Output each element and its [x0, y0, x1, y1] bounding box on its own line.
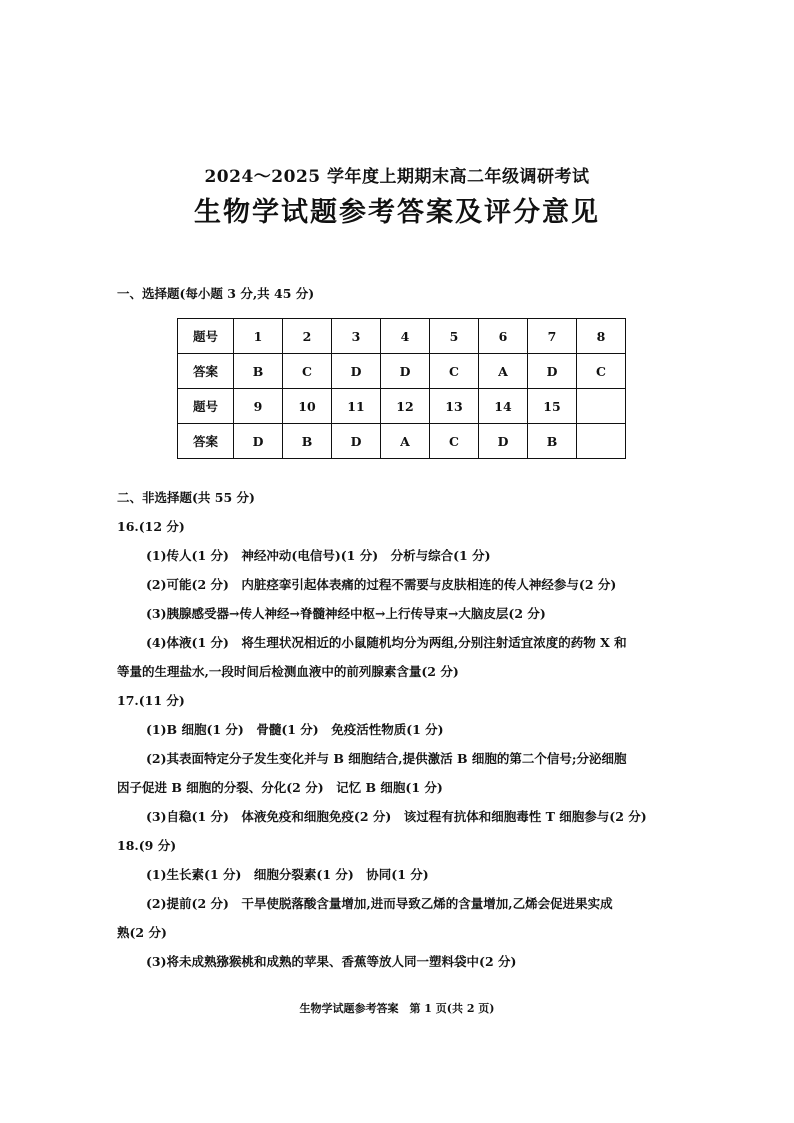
question-number: 3: [332, 319, 381, 354]
page-footer: 生物学试题参考答案 第 1 页(共 2 页): [299, 1002, 495, 1015]
table-row: [178, 424, 626, 459]
answer-cell: D: [528, 354, 577, 389]
q16-answer-1: (1)传人(1 分) 神经冲动(电信号)(1 分) 分析与综合(1 分): [146, 548, 491, 563]
answer-cell: B: [234, 354, 283, 389]
q17-answer-1: (1)B 细胞(1 分) 骨髓(1 分) 免疫活性物质(1 分): [146, 722, 444, 737]
answer-cell: B: [283, 424, 332, 459]
question-number: [577, 389, 626, 424]
question-number: 14: [479, 389, 528, 424]
q16-answer-3: (3)胰腺感受器→传人神经→脊髓神经中枢→上行传导束→大脑皮层(2 分): [146, 606, 546, 621]
row-label-number: 题号: [178, 389, 234, 424]
answer-cell: A: [479, 354, 528, 389]
row-label-number: 题号: [178, 319, 234, 354]
q16-answer-2: (2)可能(2 分) 内脏痉挛引起体表痛的过程不需要与皮肤相连的传人神经参与(2 分): [146, 577, 617, 592]
q17-answer-2-line2: 因子促进 B 细胞的分裂、分化(2 分) 记忆 B 细胞(1 分): [117, 780, 443, 795]
question-number: 12: [381, 389, 430, 424]
answer-cell: C: [430, 354, 479, 389]
question-number: 8: [577, 319, 626, 354]
table-row: [178, 319, 626, 354]
q17-answer-2-line1: (2)其表面特定分子发生变化并与 B 细胞结合,提供激活 B 细胞的第二个信号;分泌细胞: [146, 751, 627, 766]
question-number: 4: [381, 319, 430, 354]
question-number: 11: [332, 389, 381, 424]
exam-title: 2024～2025 学年度上期期末高二年级调研考试: [204, 167, 590, 187]
table-row: [178, 354, 626, 389]
question-number: 10: [283, 389, 332, 424]
answer-cell: [577, 424, 626, 459]
section2-heading: 二、非选择题(共 55 分): [117, 490, 255, 505]
answer-table: [177, 318, 626, 459]
q16-label: 16.(12 分): [117, 519, 185, 534]
question-number: 5: [430, 319, 479, 354]
row-label-answer: 答案: [178, 354, 234, 389]
question-number: 9: [234, 389, 283, 424]
section1-heading: 一、选择题(每小题 3 分,共 45 分): [117, 286, 315, 301]
question-number: 2: [283, 319, 332, 354]
answer-cell: A: [381, 424, 430, 459]
question-number: 13: [430, 389, 479, 424]
row-label-answer: 答案: [178, 424, 234, 459]
q17-label: 17.(11 分): [117, 693, 185, 708]
answer-cell: D: [234, 424, 283, 459]
answer-cell: D: [479, 424, 528, 459]
answer-cell: D: [381, 354, 430, 389]
q18-answer-1: (1)生长素(1 分) 细胞分裂素(1 分) 协同(1 分): [146, 867, 429, 882]
document-title: 生物学试题参考答案及评分意见: [194, 197, 600, 228]
q17-answer-3: (3)自稳(1 分) 体液免疫和细胞免疫(2 分) 该过程有抗体和细胞毒性 T 细胞参与(2 分): [146, 809, 647, 824]
answer-cell: C: [283, 354, 332, 389]
q18-label: 18.(9 分): [117, 838, 177, 853]
question-number: 6: [479, 319, 528, 354]
answer-cell: D: [332, 354, 381, 389]
question-number: 1: [234, 319, 283, 354]
table-row: [178, 389, 626, 424]
q18-answer-2-line2: 熟(2 分): [117, 925, 167, 940]
q16-answer-4-line1: (4)体液(1 分) 将生理状况相近的小鼠随机均分为两组,分别注射适宜浓度的药物 X 和: [146, 635, 627, 650]
question-number: 15: [528, 389, 577, 424]
question-number: 7: [528, 319, 577, 354]
q16-answer-4-line2: 等量的生理盐水,一段时间后检测血液中的前列腺素含量(2 分): [117, 664, 459, 679]
answer-cell: C: [577, 354, 626, 389]
answer-cell: C: [430, 424, 479, 459]
q18-answer-2-line1: (2)提前(2 分) 干旱使脱落酸含量增加,进而导致乙烯的含量增加,乙烯会促进果实成: [146, 896, 613, 911]
q18-answer-3: (3)将未成熟猕猴桃和成熟的苹果、香蕉等放人同一塑料袋中(2 分): [146, 954, 517, 969]
answer-cell: B: [528, 424, 577, 459]
answer-cell: D: [332, 424, 381, 459]
